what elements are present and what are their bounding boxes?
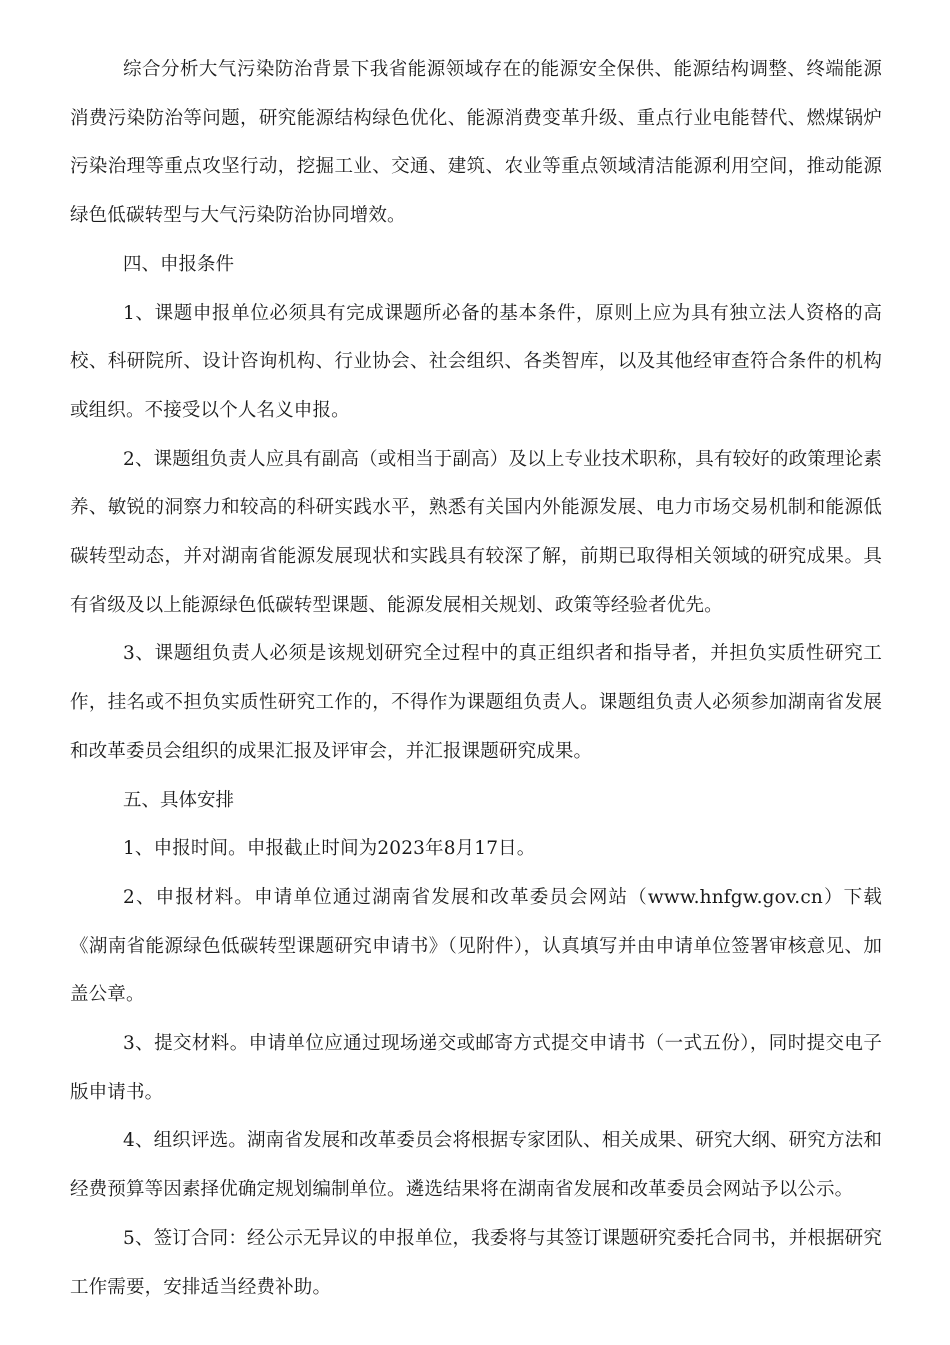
arrangement-item-1: 1、申报时间。申报截止时间为2023年8月17日。 [123,838,536,860]
document-body [70,46,882,1312]
condition-item-3: 3、课题组负责人必须是该规划研究全过程中的真正组织者和指导者，并担负实质性研究工作，挂名或不担负实质性研究工作的，不得作为课题组负责人。课题组负责人必须参加湖南省发展和改革委员会组织的成果汇报及评审会，并汇报课题研究成果。 [70,643,882,762]
arrangement-item-2: 2、申报材料。申请单位通过湖南省发展和改革委员会网站（www.hnfgw.gov.cn）下载《湖南省能源绿色低碳转型课题研究申请书》（见附件），认真填写并由申请单位签署审核意见、加盖公章。 [70,886,882,1006]
section-heading-arrangements: 五、具体安排 [123,789,235,811]
intro-paragraph: 综合分析大气污染防治背景下我省能源领域存在的能源安全保供、能源结构调整、终端能源消费污染防治等问题，研究能源结构绿色优化、能源消费变革升级、重点行业电能替代、燃煤锅炉污染治理等重点攻坚行动，挖掘工业、交通、建筑、农业等重点领域清洁能源利用空间，推动能源绿色低碳转型与大气污染防治协同增效。 [70,59,882,227]
section-heading-application-conditions: 四、申报条件 [123,253,235,275]
arrangement-item-4: 4、组织评选。湖南省发展和改革委员会将根据专家团队、相关成果、研究大纲、研究方法和经费预算等因素择优确定规划编制单位。遴选结果将在湖南省发展和改革委员会网站予以公示。 [70,1130,882,1201]
condition-item-1: 1、课题申报单位必须具有完成课题所必备的基本条件，原则上应为具有独立法人资格的高校、科研院所、设计咨询机构、行业协会、社会组织、各类智库，以及其他经审查符合条件的机构或组织。不接受以个人名义申报。 [70,302,882,421]
arrangement-item-5: 5、签订合同：经公示无异议的申报单位，我委将与其签订课题研究委托合同书，并根据研究工作需要，安排适当经费补助。 [70,1227,882,1298]
condition-item-2: 2、课题组负责人应具有副高（或相当于副高）及以上专业技术职称，具有较好的政策理论素养、敏锐的洞察力和较高的科研实践水平，熟悉有关国内外能源发展、电力市场交易机制和能源低碳转型动态，并对湖南省能源发展现状和实践具有较深了解，前期已取得相关领域的研究成果。具有省级及以上能源绿色低碳转型课题、能源发展相关规划、政策等经验者优先。 [70,448,882,616]
arrangement-item-3: 3、提交材料。申请单位应通过现场递交或邮寄方式提交申请书（一式五份），同时提交电子版申请书。 [70,1033,882,1103]
